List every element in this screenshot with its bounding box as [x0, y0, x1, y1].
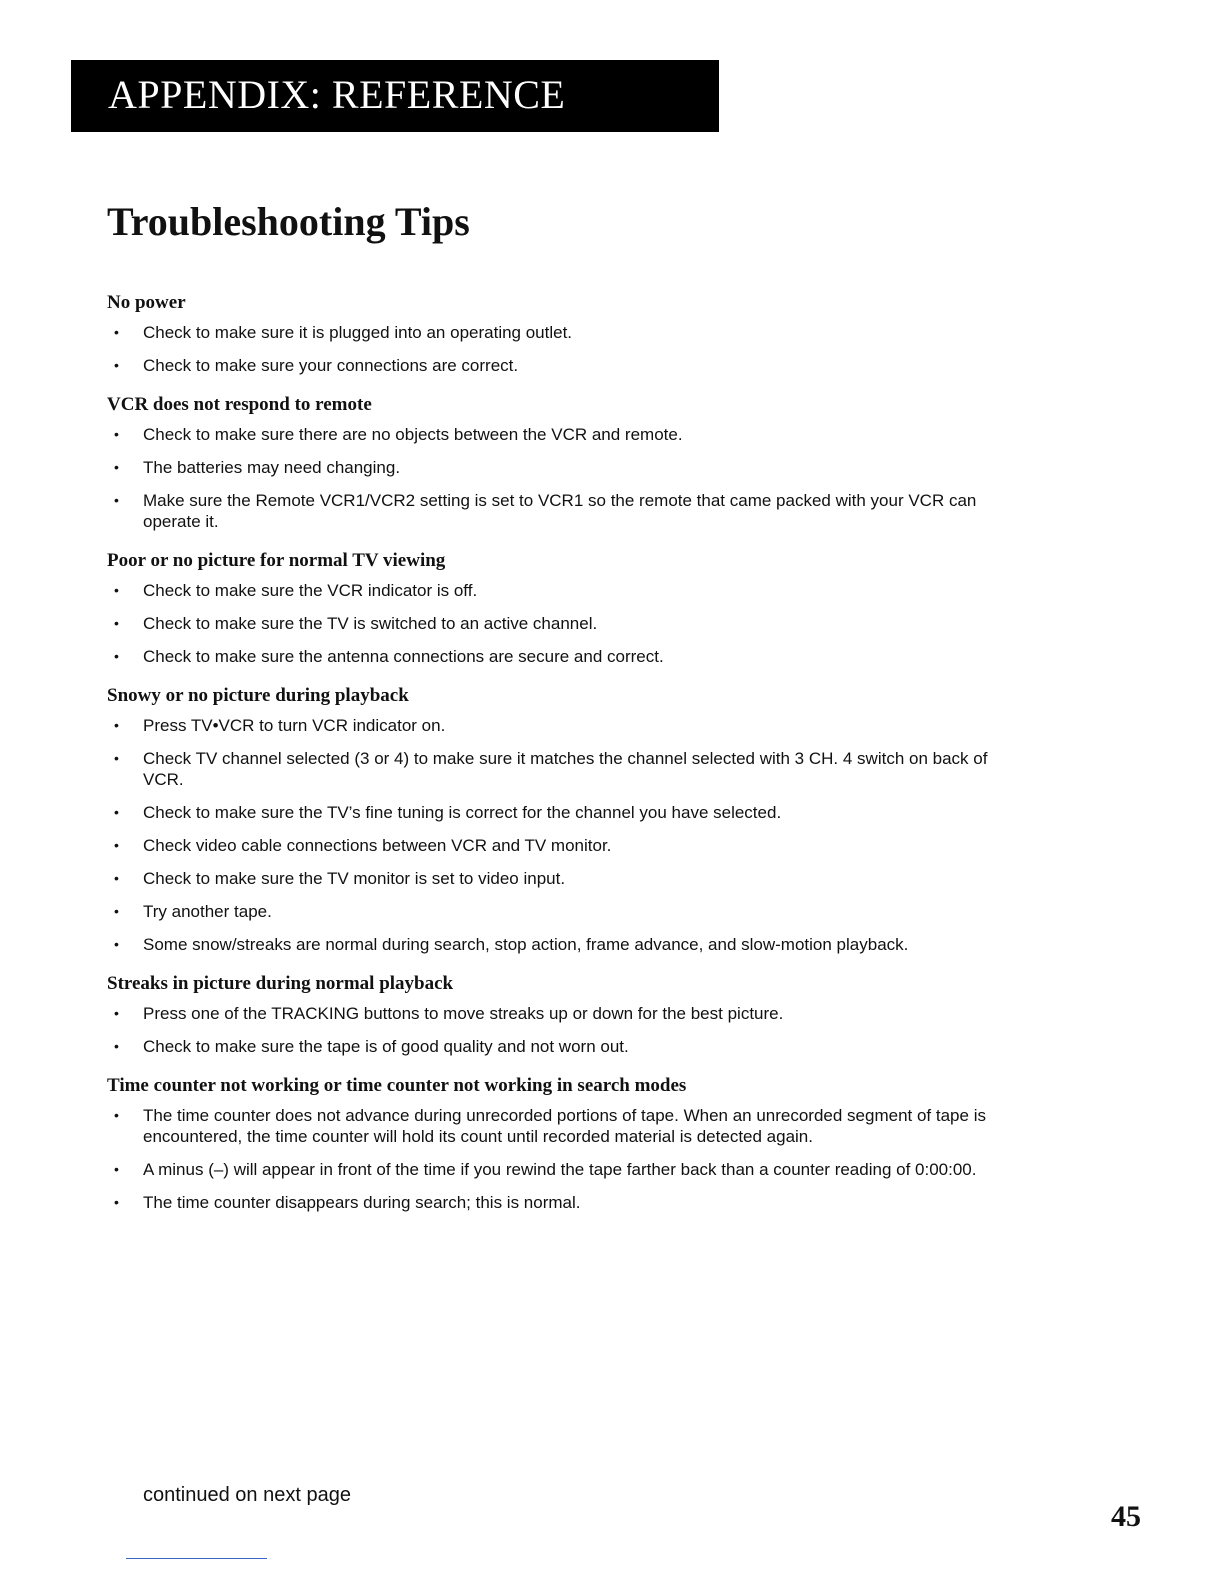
- bullet-dot-icon: •: [114, 324, 119, 340]
- bullet-text: Check to make sure the tape is of good quality and not worn out.: [143, 1037, 629, 1056]
- section-snowy-playback: [107, 683, 1007, 955]
- bullet-item: [107, 1192, 1007, 1213]
- bullet-text: Check video cable connections between VCR and TV monitor.: [143, 836, 612, 855]
- bullet-text: Check TV channel selected (3 or 4) to make sure it matches the channel selected with 3 CH. 4 switch on back of VCR.: [143, 749, 988, 789]
- bullet-dot-icon: •: [114, 870, 119, 886]
- bullet-item: [107, 646, 1007, 667]
- bullet-item: [107, 424, 1007, 445]
- section-heading: Streaks in picture during normal playback: [107, 973, 454, 994]
- section-heading: No power: [107, 292, 186, 313]
- section-poor-picture-tv: [107, 548, 1007, 667]
- bullet-text: Check to make sure the VCR indicator is off.: [143, 581, 478, 600]
- bullet-list: [107, 424, 1007, 532]
- bullet-dot-icon: •: [114, 837, 119, 853]
- bullet-item: [107, 835, 1007, 856]
- bullet-item: [107, 490, 1007, 532]
- bullet-item: [107, 868, 1007, 889]
- bullet-text: Press one of the TRACKING buttons to move streaks up or down for the best picture.: [143, 1004, 784, 1023]
- footer-rule: [126, 1558, 267, 1559]
- bullet-dot-icon: •: [114, 1038, 119, 1054]
- section-no-power: [107, 290, 1007, 376]
- bullet-item: [107, 1036, 1007, 1057]
- bullet-dot-icon: •: [114, 615, 119, 631]
- bullet-text: Check to make sure it is plugged into an operating outlet.: [143, 323, 573, 342]
- bullet-item: [107, 613, 1007, 634]
- section-heading: VCR does not respond to remote: [107, 394, 372, 415]
- bullet-text: Make sure the Remote VCR1/VCR2 setting is set to VCR1 so the remote that came packed with your VCR can operate it.: [143, 491, 977, 531]
- section-vcr-remote: [107, 392, 1007, 532]
- bullet-dot-icon: •: [114, 648, 119, 664]
- bullet-item: [107, 355, 1007, 376]
- section-heading: Snowy or no picture during playback: [107, 685, 409, 706]
- bullet-dot-icon: •: [114, 582, 119, 598]
- bullet-text: The time counter does not advance during unrecorded portions of tape. When an unrecorded segment of tape is encountered, the time counter will hold its count until recorded material is detected again.: [143, 1106, 986, 1146]
- page-title: Troubleshooting Tips: [107, 199, 470, 244]
- bullet-item: [107, 802, 1007, 823]
- bullet-text: Try another tape.: [143, 902, 272, 921]
- bullet-dot-icon: •: [114, 1005, 119, 1021]
- bullet-item: [107, 322, 1007, 343]
- section-heading: Time counter not working or time counter not working in search modes: [107, 1075, 687, 1096]
- bullet-dot-icon: •: [114, 357, 119, 373]
- bullet-text: A minus (–) will appear in front of the time if you rewind the tape farther back than a counter reading of 0:00:00.: [143, 1160, 977, 1179]
- bullet-text: Check to make sure the antenna connections are secure and correct.: [143, 647, 664, 666]
- section-time-counter: [107, 1073, 1007, 1213]
- bullet-dot-icon: •: [114, 804, 119, 820]
- bullet-text: Check to make sure the TV is switched to an active channel.: [143, 614, 598, 633]
- bullet-item: [107, 934, 1007, 955]
- bullet-dot-icon: •: [114, 459, 119, 475]
- bullet-text: Check to make sure the TV’s fine tuning is correct for the channel you have selected.: [143, 803, 782, 822]
- bullet-list: [107, 1105, 1007, 1213]
- bullet-item: [107, 457, 1007, 478]
- page-number: 45: [1111, 1500, 1141, 1533]
- bullet-dot-icon: •: [114, 492, 119, 508]
- appendix-banner: [71, 60, 719, 132]
- bullet-text: Check to make sure the TV monitor is set to video input.: [143, 869, 566, 888]
- bullet-dot-icon: •: [114, 1161, 119, 1177]
- bullet-item: [107, 580, 1007, 601]
- troubleshooting-sections: [107, 290, 1007, 1229]
- bullet-list: [107, 322, 1007, 376]
- bullet-list: [107, 715, 1007, 955]
- continued-note: continued on next page: [143, 1484, 351, 1506]
- bullet-text: The time counter disappears during search; this is normal.: [143, 1193, 581, 1212]
- bullet-text: Check to make sure your connections are correct.: [143, 356, 519, 375]
- bullet-item: [107, 715, 1007, 736]
- bullet-item: [107, 901, 1007, 922]
- section-streaks-playback: [107, 971, 1007, 1057]
- bullet-item: [107, 1003, 1007, 1024]
- bullet-text: The batteries may need changing.: [143, 458, 401, 477]
- bullet-dot-icon: •: [114, 717, 119, 733]
- bullet-dot-icon: •: [114, 426, 119, 442]
- bullet-text: Press TV•VCR to turn VCR indicator on.: [143, 716, 446, 735]
- appendix-banner-title: APPENDIX: REFERENCE: [108, 72, 566, 117]
- bullet-dot-icon: •: [114, 936, 119, 952]
- bullet-dot-icon: •: [114, 1107, 119, 1123]
- bullet-dot-icon: •: [114, 750, 119, 766]
- bullet-text: Some snow/streaks are normal during search, stop action, frame advance, and slow-motion playback.: [143, 935, 909, 954]
- bullet-item: [107, 1159, 1007, 1180]
- bullet-dot-icon: •: [114, 903, 119, 919]
- bullet-text: Check to make sure there are no objects between the VCR and remote.: [143, 425, 683, 444]
- bullet-list: [107, 1003, 1007, 1057]
- bullet-item: [107, 748, 1007, 790]
- bullet-dot-icon: •: [114, 1194, 119, 1210]
- bullet-item: [107, 1105, 1007, 1147]
- section-heading: Poor or no picture for normal TV viewing: [107, 550, 446, 571]
- bullet-list: [107, 580, 1007, 667]
